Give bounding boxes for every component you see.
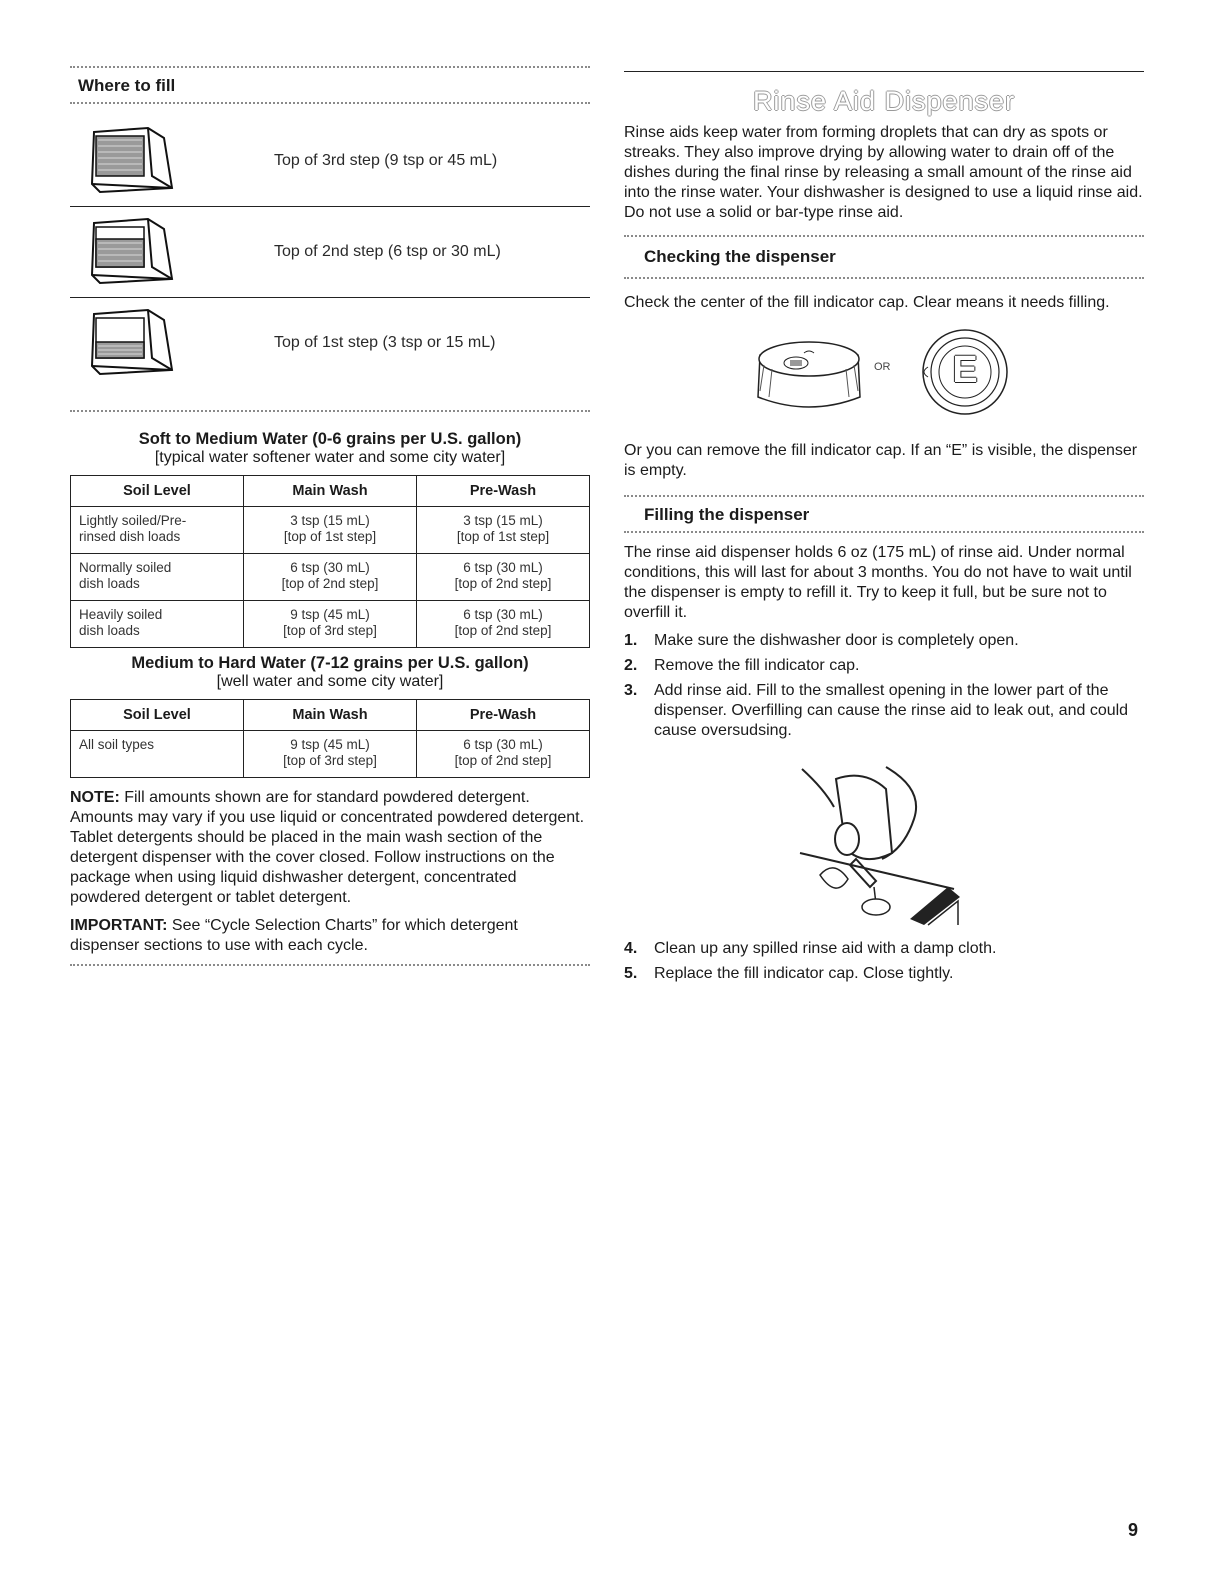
divider	[70, 410, 590, 412]
cell-text: dish loads	[79, 576, 140, 591]
step-text: Add rinse aid. Fill to the smallest opening in the lower part of the dispenser. Overfilling can cause the rinse aid to leak out, and could cause oversudsing.	[654, 682, 1129, 739]
fill-indicator-caps	[624, 325, 1144, 435]
column-header: Main Wash	[244, 700, 417, 731]
where-to-fill-heading: Where to fill	[78, 76, 176, 95]
divider	[624, 277, 1144, 279]
detergent-cup-3rd-step-icon	[86, 126, 181, 196]
fill-row-2nd-step	[70, 207, 590, 297]
cell-text: rinsed dish loads	[79, 529, 181, 544]
divider	[70, 102, 590, 104]
page-number: 9	[1128, 1520, 1139, 1540]
checking-text: Check the center of the fill indicator cap. Clear means it needs filling.	[624, 294, 1110, 311]
checking-heading: Checking the dispenser	[644, 247, 836, 266]
list-item	[624, 656, 1144, 676]
cell-text: 6 tsp (30 mL)	[463, 607, 543, 622]
important-paragraph	[70, 916, 590, 956]
cell-text: Lightly soiled/Pre-	[79, 513, 187, 528]
cell-text: [top of 1st step]	[456, 529, 550, 544]
divider	[624, 531, 1144, 533]
cell-text: 9 tsp (45 mL)	[290, 737, 370, 752]
cell-text: [top of 2nd step]	[281, 576, 379, 591]
important-text: See “Cycle Selection Charts” for which detergent dispenser sections to use with each cycle.	[70, 917, 518, 954]
table-row	[71, 507, 590, 554]
fill-row-text: Top of 3rd step (9 tsp or 45 mL)	[274, 152, 498, 169]
step-number: 4.	[624, 940, 638, 957]
step-number: 3.	[624, 682, 638, 699]
table-row	[71, 731, 590, 778]
cell-text: dish loads	[79, 623, 140, 638]
fill-row-1st-step	[70, 298, 590, 388]
right-column	[624, 66, 1144, 992]
hard-water-subtitle: [well water and some city water]	[216, 673, 444, 690]
filling-heading: Filling the dispenser	[644, 505, 810, 524]
step-text: Make sure the dishwasher door is completely open.	[654, 632, 1019, 649]
steps-list-continued	[624, 939, 1144, 984]
note-label: NOTE:	[70, 789, 120, 806]
detergent-cup-2nd-step-icon	[86, 217, 181, 287]
rinse-intro: Rinse aids keep water from forming droplets that can dry as spots or streaks. They also improve drying by allowing water to drain off of the dishes during the final rinse by releasing a small amount of the rinse aid into the rinse water. Your dishwasher is designed to use a liquid rinse aid. Do not use a solid or bar-type rinse aid.	[624, 124, 1143, 221]
list-item	[624, 681, 1144, 741]
soft-water-subtitle: [typical water softener water and some city water]	[154, 449, 506, 466]
column-header: Soil Level	[71, 476, 244, 507]
rinse-aid-title: Rinse Aid Dispenser	[752, 86, 1016, 116]
e-letter: E	[952, 349, 978, 391]
steps-list	[624, 631, 1144, 741]
fill-indicator-cap-icon	[624, 325, 1144, 435]
filling-text: The rinse aid dispenser holds 6 oz (175 mL) of rinse aid. Under normal conditions, this will last for about 3 months. You do not have to wait until the dispenser is empty to refill it. Try to keep it full, but be sure not to overfill it.	[624, 544, 1132, 621]
step-text: Clean up any spilled rinse aid with a damp cloth.	[654, 940, 997, 957]
table-row	[71, 554, 590, 601]
note-text: Fill amounts shown are for standard powdered detergent. Amounts may vary if you use liquid or concentrated powdered detergent. Tablet detergents should be placed in the main wash section of the detergent dispenser with the cover closed. Follow instructions on the package when using liquid dishwasher detergent, concentrated powdered detergent or tablet detergent.	[70, 789, 585, 906]
detergent-cup-1st-step-icon	[86, 308, 181, 378]
cell-text: Heavily soiled	[79, 607, 163, 622]
column-header: Soil Level	[71, 700, 244, 731]
important-label: IMPORTANT:	[70, 917, 168, 934]
note-paragraph	[70, 788, 590, 908]
cell-text: All soil types	[79, 737, 155, 752]
cell-text: 3 tsp (15 mL)	[290, 513, 370, 528]
cell-text: [top of 3rd step]	[283, 623, 377, 638]
pouring-rinse-aid-icon	[624, 749, 1144, 929]
step-number: 1.	[624, 632, 638, 649]
divider	[624, 71, 1144, 72]
soft-water-table	[70, 475, 590, 648]
left-column	[70, 66, 590, 966]
cell-text: 6 tsp (30 mL)	[463, 737, 543, 752]
table-row	[71, 601, 590, 648]
cell-text: [top of 2nd step]	[454, 753, 552, 768]
column-header: Pre-Wash	[417, 700, 590, 731]
fill-row-text: Top of 1st step (3 tsp or 15 mL)	[274, 334, 496, 351]
cell-text: [top of 1st step]	[283, 529, 377, 544]
cell-text: Normally soiled	[79, 560, 172, 575]
cell-text: 6 tsp (30 mL)	[290, 560, 370, 575]
column-header: Pre-Wash	[417, 476, 590, 507]
divider	[70, 964, 590, 966]
soft-water-title: Soft to Medium Water (0-6 grains per U.S. gallon)	[138, 430, 522, 448]
fill-row-3rd-step	[70, 116, 590, 206]
cell-text: [top of 3rd step]	[283, 753, 377, 768]
cell-text: 6 tsp (30 mL)	[463, 560, 543, 575]
fill-row-text: Top of 2nd step (6 tsp or 30 mL)	[274, 243, 501, 260]
column-header: Main Wash	[244, 476, 417, 507]
list-item	[624, 631, 1144, 651]
list-item	[624, 939, 1144, 959]
cell-text: [top of 2nd step]	[454, 623, 552, 638]
step-text: Replace the fill indicator cap. Close tightly.	[654, 965, 954, 982]
cell-text: 3 tsp (15 mL)	[463, 513, 543, 528]
list-item	[624, 964, 1144, 984]
step-number: 5.	[624, 965, 638, 982]
step-text: Remove the fill indicator cap.	[654, 657, 860, 674]
or-label: OR	[874, 361, 891, 373]
hard-water-title: Medium to Hard Water (7-12 grains per U.S. gallon)	[131, 654, 529, 672]
cell-text: 9 tsp (45 mL)	[290, 607, 370, 622]
remove-cap-text: Or you can remove the fill indicator cap. If an “E” is visible, the dispenser is empty.	[624, 442, 1138, 479]
hard-water-table	[70, 699, 590, 778]
step-number: 2.	[624, 657, 638, 674]
cell-text: [top of 2nd step]	[454, 576, 552, 591]
